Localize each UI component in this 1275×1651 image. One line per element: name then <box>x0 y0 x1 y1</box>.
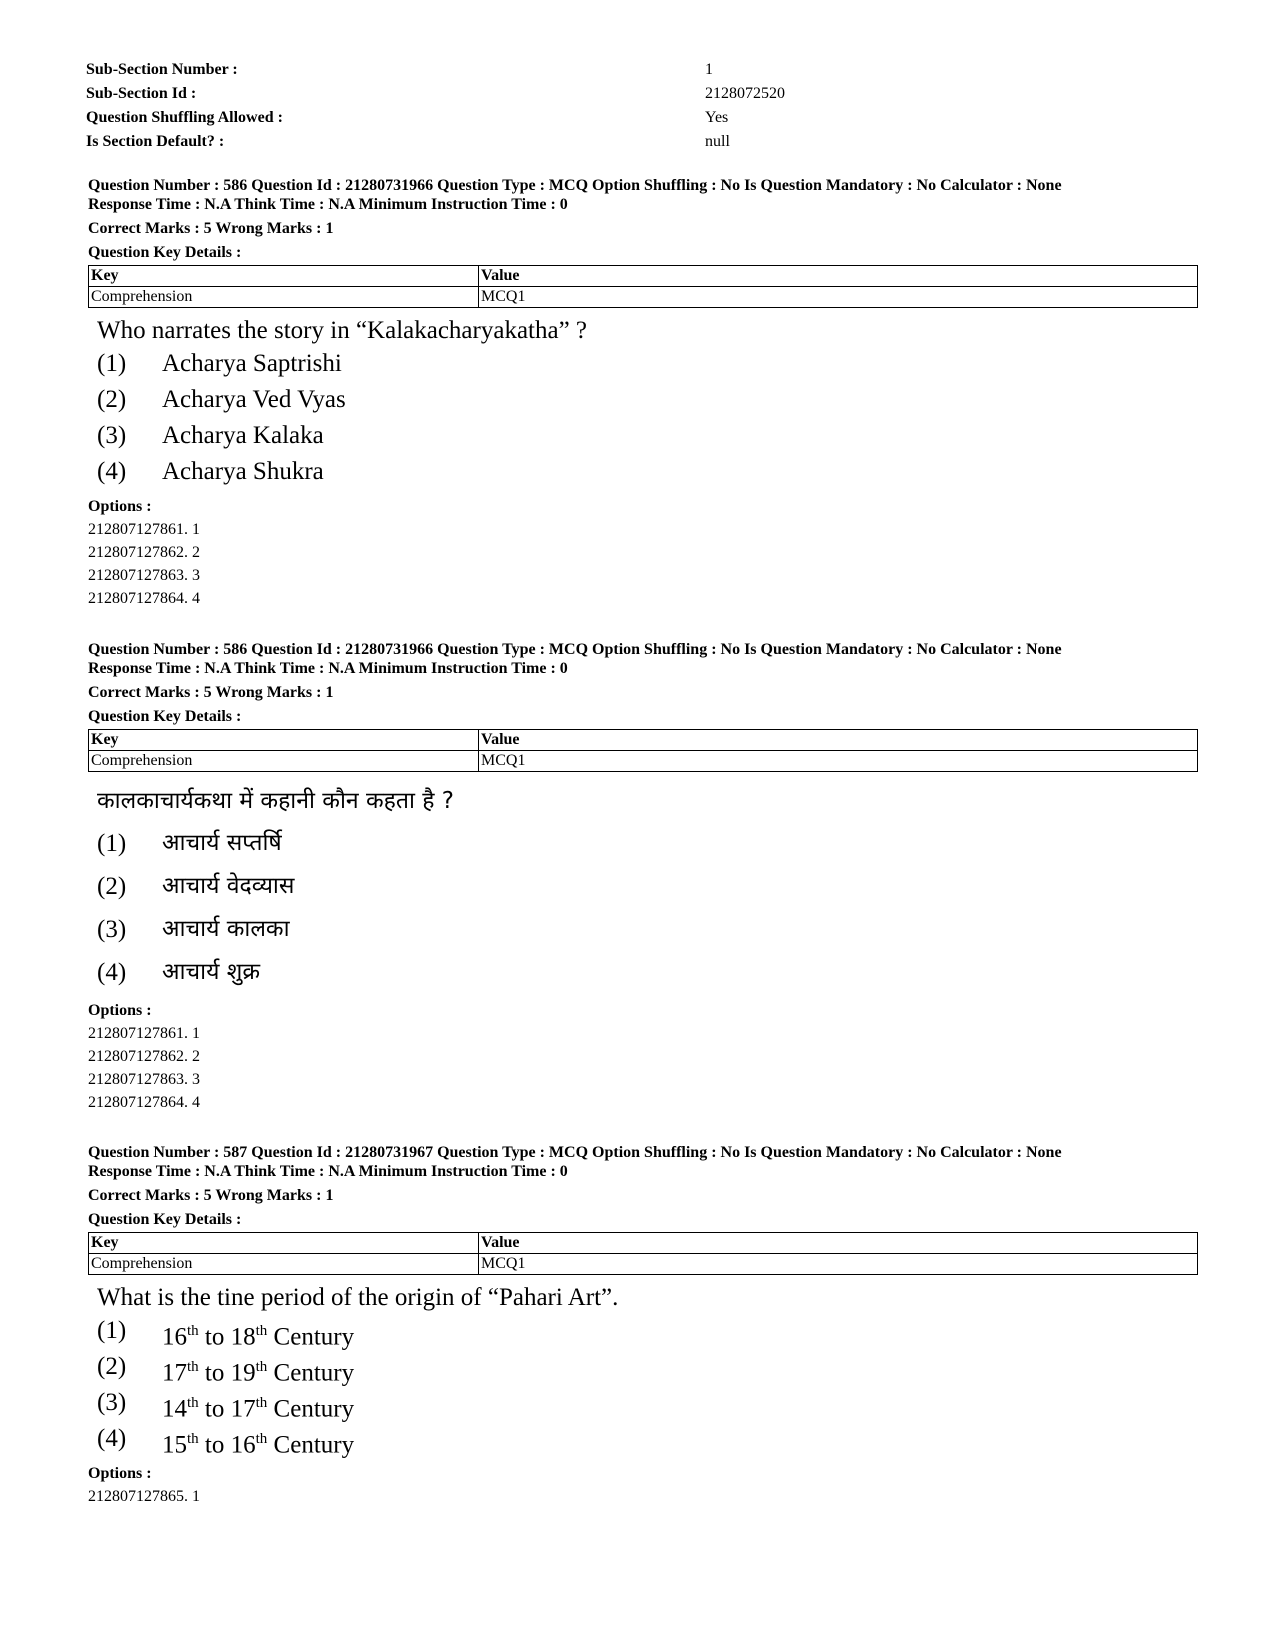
choice-to-word: to <box>198 1395 231 1423</box>
choice-number: (3) <box>97 1389 127 1416</box>
question-header-line1: Question Number : 587 Question Id : 21280731967 Question Type : MCQ Option Shuffling : No Is Question Mandatory : No Calculator : None <box>88 1144 1062 1161</box>
key-cell: Comprehension <box>89 751 479 772</box>
question-header-line2: Response Time : N.A Think Time : N.A Minimum Instruction Time : 0 <box>88 660 568 677</box>
meta-value: 2128072520 <box>705 85 785 102</box>
option-id: 212807127863. 3 <box>88 567 200 584</box>
choice-list <box>97 346 1198 490</box>
choice-to-word: to <box>198 1431 231 1459</box>
key-cell: Comprehension <box>89 287 479 308</box>
choice-number: (2) <box>97 1353 127 1380</box>
key-table-row <box>89 287 1198 308</box>
option-id: 212807127865. 1 <box>88 1488 200 1505</box>
choice-number: (1) <box>97 1317 127 1344</box>
meta-row-subsection-id <box>86 82 986 106</box>
question-key-details-label: Question Key Details : <box>88 708 242 725</box>
value-header-cell: Value <box>479 730 1198 751</box>
meta-value: null <box>705 133 730 150</box>
options-label: Options : <box>88 1002 152 1019</box>
choice-item <box>97 1421 1198 1457</box>
section-meta <box>86 58 986 154</box>
choice-item <box>97 951 1198 994</box>
choice-text <box>162 1349 354 1385</box>
choice-number: (1) <box>97 830 127 857</box>
choice-item <box>97 418 1198 454</box>
options-label: Options : <box>88 498 152 515</box>
choice-text: Acharya Ved Vyas <box>162 386 346 413</box>
choice-number: (4) <box>97 959 127 986</box>
choice-item <box>97 346 1198 382</box>
question-key-details-label: Question Key Details : <box>88 244 242 261</box>
choice-text: आचार्य सप्तर्षि <box>162 830 282 856</box>
question-header-line1: Question Number : 586 Question Id : 21280731966 Question Type : MCQ Option Shuffling : No Is Question Mandatory : No Calculator : None <box>88 177 1062 194</box>
key-table-header <box>89 1233 1198 1254</box>
meta-row-subsection-number <box>86 58 986 82</box>
choice-to-word: to <box>198 1323 231 1351</box>
question-block <box>88 176 1198 610</box>
key-table-row <box>89 1254 1198 1275</box>
option-id: 212807127863. 3 <box>88 1071 200 1088</box>
option-id: 212807127864. 4 <box>88 590 200 607</box>
value-cell: MCQ1 <box>479 287 1198 308</box>
key-header-cell: Key <box>89 1233 479 1254</box>
value-header-cell: Value <box>479 266 1198 287</box>
option-id: 212807127861. 1 <box>88 1025 200 1042</box>
choice-from: 17 <box>162 1359 187 1387</box>
choice-item <box>97 454 1198 490</box>
choice-number: (2) <box>97 873 127 900</box>
choice-number: (3) <box>97 916 127 943</box>
question-key-table <box>88 1232 1198 1275</box>
question-marks: Correct Marks : 5 Wrong Marks : 1 <box>88 220 334 237</box>
choice-list <box>97 1313 1198 1457</box>
choice-to: 19 <box>230 1359 256 1387</box>
meta-label: Sub-Section Number : <box>86 61 238 78</box>
choice-to: 16 <box>230 1431 256 1459</box>
choice-to-suffix: th <box>255 1395 268 1411</box>
option-id: 212807127861. 1 <box>88 521 200 538</box>
choice-item <box>97 1349 1198 1385</box>
option-id: 212807127864. 4 <box>88 1094 200 1111</box>
meta-label: Is Section Default? : <box>86 133 225 150</box>
choice-text <box>162 1421 354 1457</box>
meta-value: 1 <box>705 61 713 78</box>
key-header-cell: Key <box>89 730 479 751</box>
choice-to-suffix: th <box>255 1359 268 1375</box>
question-text: कालकाचार्यकथा में कहानी कौन कहता है ? <box>97 788 454 814</box>
key-table-header <box>89 730 1198 751</box>
question-key-details-label: Question Key Details : <box>88 1211 242 1228</box>
meta-row-question-shuffling <box>86 106 986 130</box>
key-header-cell: Key <box>89 266 479 287</box>
meta-value: Yes <box>705 109 729 126</box>
choice-number: (1) <box>97 350 127 377</box>
question-header-line2: Response Time : N.A Think Time : N.A Minimum Instruction Time : 0 <box>88 196 568 213</box>
choice-tail: Century <box>267 1323 355 1351</box>
question-text: What is the tine period of the origin of “Pahari Art”. <box>97 1284 619 1311</box>
question-header-line1: Question Number : 586 Question Id : 21280731966 Question Type : MCQ Option Shuffling : No Is Question Mandatory : No Calculator : None <box>88 641 1062 658</box>
key-table-row <box>89 751 1198 772</box>
value-header-cell: Value <box>479 1233 1198 1254</box>
choice-number: (4) <box>97 1425 127 1452</box>
choice-from-suffix: th <box>187 1323 199 1339</box>
key-table-header <box>89 266 1198 287</box>
question-block <box>88 1143 1198 1508</box>
choice-number: (2) <box>97 386 127 413</box>
meta-label: Question Shuffling Allowed : <box>86 109 283 126</box>
question-block <box>88 640 1198 1114</box>
choice-text: Acharya Kalaka <box>162 422 324 449</box>
choice-from-suffix: th <box>187 1431 199 1447</box>
choice-tail: Century <box>267 1431 355 1459</box>
choice-number: (3) <box>97 422 127 449</box>
options-label: Options : <box>88 1465 152 1482</box>
choice-from: 15 <box>162 1431 187 1459</box>
choice-item <box>97 822 1198 865</box>
choice-text: आचार्य शुक्र <box>162 959 261 985</box>
choice-from-suffix: th <box>187 1359 199 1375</box>
choice-to-word: to <box>198 1359 231 1387</box>
choice-text: आचार्य कालका <box>162 916 290 942</box>
choice-text: Acharya Shukra <box>162 458 324 485</box>
choice-from: 14 <box>162 1395 187 1423</box>
choice-item <box>97 1313 1198 1349</box>
choice-text <box>162 1313 354 1349</box>
choice-tail: Century <box>267 1395 355 1423</box>
choice-from: 16 <box>162 1323 187 1351</box>
question-marks: Correct Marks : 5 Wrong Marks : 1 <box>88 684 334 701</box>
question-text: Who narrates the story in “Kalakacharyakatha” ? <box>97 317 588 344</box>
question-key-table <box>88 729 1198 772</box>
meta-label: Sub-Section Id : <box>86 85 197 102</box>
key-cell: Comprehension <box>89 1254 479 1275</box>
choice-to: 18 <box>230 1323 256 1351</box>
choice-to-suffix: th <box>255 1431 268 1447</box>
question-key-table <box>88 265 1198 308</box>
question-header-line2: Response Time : N.A Think Time : N.A Minimum Instruction Time : 0 <box>88 1163 568 1180</box>
meta-row-section-default <box>86 130 986 154</box>
choice-tail: Century <box>267 1359 355 1387</box>
choice-item <box>97 865 1198 908</box>
choice-list <box>97 822 1198 994</box>
choice-to: 17 <box>230 1395 256 1423</box>
choice-text: आचार्य वेदव्यास <box>162 873 295 899</box>
choice-number: (4) <box>97 458 127 485</box>
choice-item <box>97 382 1198 418</box>
option-id: 212807127862. 2 <box>88 544 200 561</box>
choice-from-suffix: th <box>187 1395 199 1411</box>
value-cell: MCQ1 <box>479 751 1198 772</box>
choice-text: Acharya Saptrishi <box>162 350 342 377</box>
value-cell: MCQ1 <box>479 1254 1198 1275</box>
choice-item <box>97 908 1198 951</box>
option-id: 212807127862. 2 <box>88 1048 200 1065</box>
choice-to-suffix: th <box>255 1323 268 1339</box>
choice-item <box>97 1385 1198 1421</box>
choice-text <box>162 1385 354 1421</box>
question-marks: Correct Marks : 5 Wrong Marks : 1 <box>88 1187 334 1204</box>
